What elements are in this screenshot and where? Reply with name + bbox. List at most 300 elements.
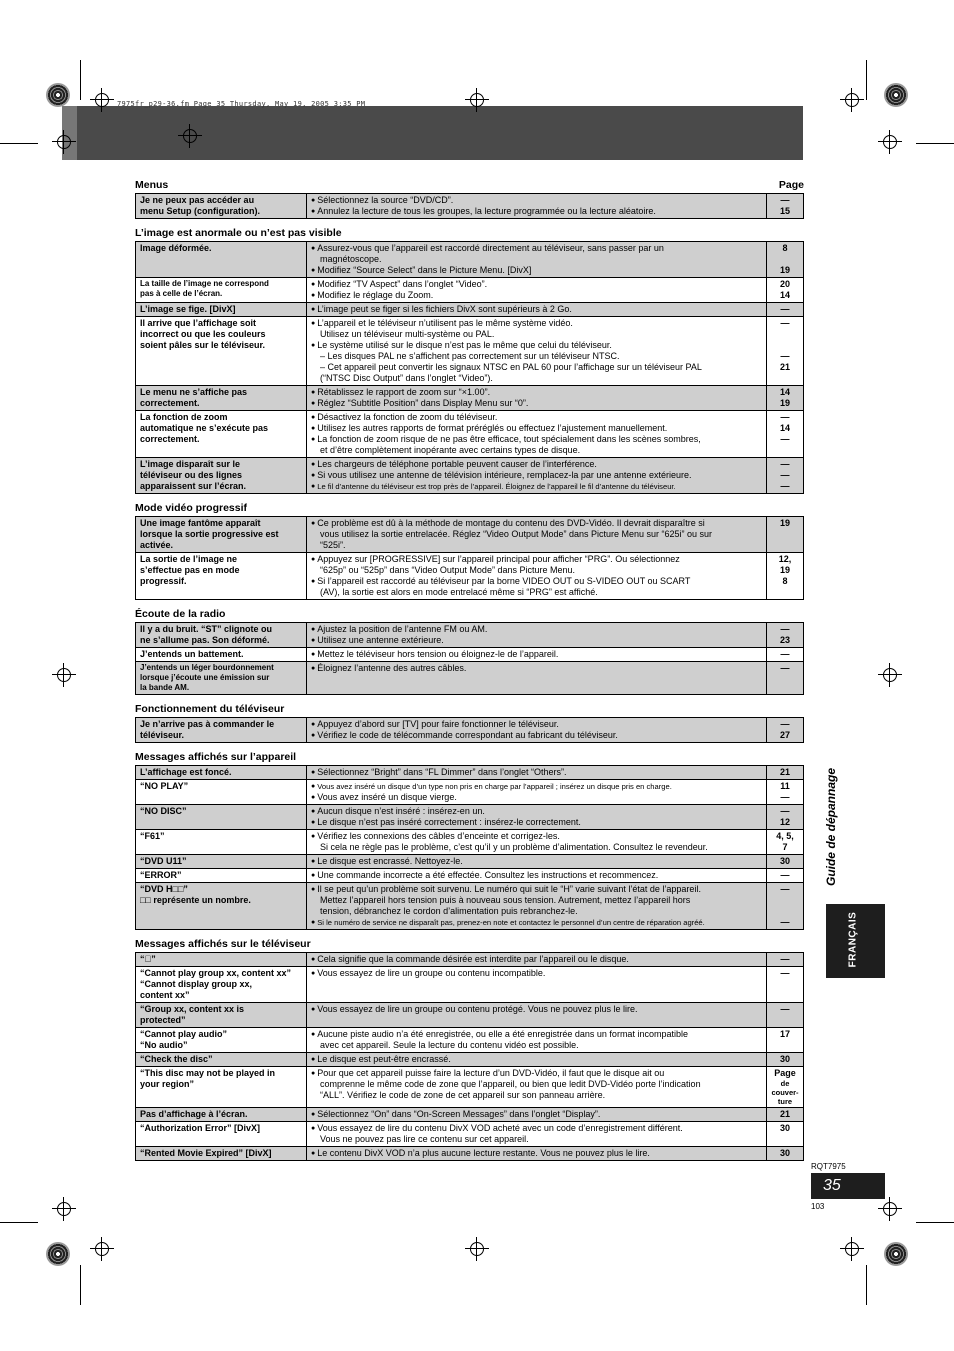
problem-text: La taille de l’image ne correspond <box>140 279 269 288</box>
page-ref: 11 <box>780 781 790 791</box>
table-row <box>136 648 804 662</box>
solution-cell <box>307 553 767 600</box>
solution-cell <box>307 1147 767 1161</box>
solution-text: ● Pour que cet appareil puisse faire la lecture d’un DVD-Vidéo, il faut que le disque ait ou <box>311 1068 762 1079</box>
page-ref <box>771 895 799 906</box>
crosshair-icon <box>465 88 489 112</box>
solution-text: ● Si le numéro de service ne disparaît pas, prenez-en note et contactez le personnel d’un centre de réparation agréé. <box>311 917 762 928</box>
trim-line <box>0 143 38 144</box>
page-ref-cell <box>767 1147 804 1161</box>
section-title-text: L’image est anormale ou n’est pas visible <box>135 227 342 239</box>
trim-line <box>916 143 954 144</box>
solution-text: ● Le disque est encrassé. Nettoyez-le. <box>311 856 762 867</box>
page-ref: 15 <box>779 206 790 216</box>
problem-cell <box>136 278 307 303</box>
problem-text: pas à celle de l’écran. <box>140 289 223 298</box>
solution-text: ● Modifiez “TV Aspect” dans l’onglet “Video”. <box>311 279 762 290</box>
side-section-label: Guide de dépannage <box>824 767 838 887</box>
solution-text: magnétoscope. <box>320 254 382 264</box>
page-ref-cell <box>767 1108 804 1122</box>
problem-text: s’effectue pas en mode <box>140 565 240 575</box>
solution-cell <box>307 830 767 855</box>
solution-text: ● Il se peut qu’un problème soit survenu. Le numéro qui suit le “H” varie suivant l’état de l’appareil. <box>311 884 762 895</box>
solution-text: ● Sélectionnez “Bright” dans “FL Dimmer” dans l’onglet “Others”. <box>311 767 762 778</box>
problem-text: L’image se fige. [DivX] <box>140 304 236 314</box>
problem-text: “Cannot play audio” <box>140 1029 228 1039</box>
problem-text: la bande AM. <box>140 683 190 692</box>
solution-text: ● Vous essayez de lire un groupe ou contenu incompatible. <box>311 968 762 979</box>
problem-text: téléviseur. <box>140 730 185 740</box>
page-ref: — <box>780 719 790 729</box>
solution-cell <box>307 780 767 805</box>
page-ref-cell <box>767 1053 804 1067</box>
table-row <box>136 1108 804 1122</box>
page-ref: 27 <box>779 730 790 740</box>
page-ref-cell <box>767 855 804 869</box>
problem-text: Je ne peux pas accéder au <box>140 195 255 205</box>
trim-line <box>80 1265 81 1305</box>
page-ref: — <box>780 351 790 361</box>
problem-text: J’entends un battement. <box>140 649 244 659</box>
page-ref-cell <box>767 458 804 494</box>
section-title <box>135 175 804 193</box>
solution-text: ● Une commande incorrecte a été effectée. Consultez les instructions et recommencez. <box>311 870 762 881</box>
crosshair-icon <box>52 663 76 687</box>
problem-cell <box>136 458 307 494</box>
solution-text: ● Modifiez le réglage du Zoom. <box>311 290 762 301</box>
table-row <box>136 855 804 869</box>
problem-text: La fonction de zoom <box>140 412 228 422</box>
trim-line <box>866 1265 867 1305</box>
solution-text: ● Modifiez “Source Select” dans le Picture Menu. [DivX] <box>311 265 762 276</box>
troubleshooting-table <box>135 516 804 600</box>
solution-text: ● Appuyez sur [PROGRESSIVE] sur l’appareil principal pour afficher “PRG”. Ou sélectionnez <box>311 554 762 565</box>
solution-cell <box>307 1122 767 1147</box>
problem-text: lorsque j’écoute une émission sur <box>140 673 270 682</box>
solution-text: ● Réglez “Subtitle Position” dans Display Menu sur “0”. <box>311 398 762 409</box>
page-ref <box>771 906 799 917</box>
crosshair-icon <box>90 1237 114 1261</box>
problem-text: Il y a du bruit. “ST” clignote ou <box>140 624 273 634</box>
solution-text: ● Sélectionnez la source “DVD/CD”. <box>311 195 762 206</box>
table-row <box>136 553 804 600</box>
problem-text: content xx” <box>140 990 190 1000</box>
crosshair-icon <box>878 1197 902 1221</box>
solution-cell <box>307 458 767 494</box>
page-number: 35 <box>823 1177 841 1194</box>
problem-text: Image déformée. <box>140 243 212 253</box>
page-ref-cell <box>767 242 804 278</box>
problem-text: “Authorization Error” [DivX] <box>140 1123 261 1133</box>
problem-text: protected” <box>140 1015 186 1025</box>
problem-cell <box>136 1122 307 1147</box>
solution-cell <box>307 648 767 662</box>
page-ref-cell <box>767 303 804 317</box>
solution-cell <box>307 317 767 386</box>
problem-cell <box>136 242 307 278</box>
problem-text: Pas d’affichage à l’écran. <box>140 1109 248 1119</box>
page-ref: 30 <box>779 1123 790 1133</box>
page-number-box <box>811 1173 885 1199</box>
page-ref-cell <box>767 411 804 458</box>
troubleshooting-table <box>135 193 804 219</box>
solution-text: et d’être complètement inopérante avec certains types de disque. <box>320 445 581 455</box>
solution-text: ● Assurez-vous que l’appareil est raccordé directement au téléviseur, sans passer par un <box>311 243 762 254</box>
page-ref-cell <box>767 662 804 695</box>
solution-text: ● Vous avez inséré un disque vierge. <box>311 792 762 803</box>
problem-text: Il arrive que l’affichage soit <box>140 318 257 328</box>
page-ref-cell <box>767 953 804 967</box>
problem-text: J’entends un léger bourdonnement <box>140 663 274 672</box>
solution-text: – Les disques PAL ne s’affichent pas correctement sur un téléviseur NTSC. <box>320 351 620 361</box>
page-ref: ture <box>777 1097 793 1106</box>
problem-cell <box>136 648 307 662</box>
solution-text: ● Le disque n’est pas inséré correctement : insérez-le correctement. <box>311 817 762 828</box>
solution-text: avec cet appareil. Seule la lecture du contenu vidéo est possible. <box>320 1040 579 1050</box>
solution-text: ● Le fil d’antenne du téléviseur est trop près de l’appareil. Éloignez de l’appareil le fil d’antenne du téléviseur. <box>311 481 762 492</box>
page-ref-cell <box>767 1122 804 1147</box>
page-ref: 30 <box>779 856 790 866</box>
page-ref: 19 <box>779 518 790 528</box>
problem-text: “NO PLAY” <box>140 781 189 791</box>
problem-cell <box>136 411 307 458</box>
page-ref-cell <box>767 805 804 830</box>
solution-text: “ALL”. Vérifiez le code de zone de cet appareil sur son panneau arrière. <box>320 1090 606 1100</box>
section-title <box>135 498 804 516</box>
solution-cell <box>307 1067 767 1108</box>
problem-text: □□ représente un nombre. <box>140 895 251 905</box>
page-ref: — <box>780 870 790 880</box>
page-ref-cell <box>767 194 804 219</box>
solution-cell <box>307 869 767 883</box>
solution-cell <box>307 1028 767 1053</box>
page-ref: 21 <box>779 362 790 372</box>
solution-text: ● Vérifiez les connexions des câbles d’enceinte et corrigez-les. <box>311 831 762 842</box>
page-ref-cell <box>767 553 804 600</box>
troubleshooting-content <box>135 175 804 1165</box>
problem-cell <box>136 1147 307 1161</box>
problem-cell <box>136 855 307 869</box>
problem-text: Je n’arrive pas à commander le <box>140 719 275 729</box>
table-row <box>136 458 804 494</box>
section-title-text: Messages affichés sur le téléviseur <box>135 938 311 950</box>
solution-cell <box>307 386 767 411</box>
problem-text: “DVD U11” <box>140 856 187 866</box>
page-ref: — <box>780 624 790 634</box>
problem-cell <box>136 1067 307 1108</box>
solution-text: Utilisez un téléviseur multi-système ou PAL. <box>320 329 495 339</box>
page-ref: 17 <box>779 1029 790 1039</box>
problem-text: automatique ne s’exécute pas <box>140 423 269 433</box>
problem-text: “No audio” <box>140 1040 188 1050</box>
page-ref: — <box>780 792 790 802</box>
problem-text: “Group xx, content xx is <box>140 1004 245 1014</box>
page-ref-cell <box>767 967 804 1003</box>
solution-cell <box>307 855 767 869</box>
page-ref: 19 <box>779 565 790 575</box>
page-ref: — <box>780 663 790 673</box>
solution-text: ● Aucune piste audio n’a été enregistrée, ou elle a été enregistrée dans un format incompatible <box>311 1029 762 1040</box>
table-row <box>136 869 804 883</box>
solution-text: ● Vérifiez le code de télécommande correspondant au fabricant du téléviseur. <box>311 730 762 741</box>
solution-text: ● Les chargeurs de téléphone portable peuvent causer de l’interférence. <box>311 459 762 470</box>
problem-text: Le menu ne s’affiche pas <box>140 387 248 397</box>
solution-text: ● Cela signifie que la commande désirée est interdite par l’appareil ou le disque. <box>311 954 762 965</box>
page-ref: 19 <box>779 398 790 408</box>
page-ref-cell <box>767 517 804 553</box>
table-row <box>136 317 804 386</box>
solution-cell <box>307 517 767 553</box>
section-title <box>135 747 804 765</box>
problem-text: “ERROR” <box>140 870 182 880</box>
solution-text: Vous ne pouvez pas lire ce contenu sur cet appareil. <box>320 1134 529 1144</box>
problem-text: ne s’allume pas. Son déformé. <box>140 635 270 645</box>
section-title <box>135 223 804 241</box>
solution-text: ● Le contenu DivX VOD n’a plus aucune lecture restante. Vous ne pouvez plus le lire. <box>311 1148 762 1159</box>
page-ref: Page <box>774 1068 796 1078</box>
section-title <box>135 604 804 622</box>
problem-cell <box>136 317 307 386</box>
problem-cell <box>136 386 307 411</box>
page-ref-cell <box>767 883 804 930</box>
solution-text: ● Éloignez l’antenne des autres câbles. <box>311 663 762 674</box>
file-info: 7975fr_p29-36.fm Page 35 Thursday, May 19, 2005 3:35 PM <box>117 100 366 108</box>
page-ref: — <box>780 481 790 491</box>
solution-text: ● Désactivez la fonction de zoom du téléviseur. <box>311 412 762 423</box>
page-ref <box>771 340 799 351</box>
page-ref: 8 <box>782 576 788 586</box>
page-ref: — <box>780 968 790 978</box>
page-ref <box>771 254 799 265</box>
table-row <box>136 1122 804 1147</box>
solution-cell <box>307 242 767 278</box>
page-ref: — <box>780 649 790 659</box>
page-ref-cell <box>767 623 804 648</box>
crosshair-icon <box>465 1237 489 1261</box>
page-ref: 21 <box>779 1109 790 1119</box>
page-ref: — <box>780 470 790 480</box>
page-ref: 7 <box>782 842 788 852</box>
solution-text: ● Annulez la lecture de tous les groupes, la lecture programmée ou la lecture aléatoire. <box>311 206 762 217</box>
table-row <box>136 718 804 743</box>
table-row <box>136 780 804 805</box>
page-ref: 8 <box>782 243 788 253</box>
solution-cell <box>307 1108 767 1122</box>
solution-cell <box>307 967 767 1003</box>
table-row <box>136 411 804 458</box>
table-row <box>136 1053 804 1067</box>
solution-cell <box>307 278 767 303</box>
page-ref: — <box>780 884 790 894</box>
section-title-text: Mode vidéo progressif <box>135 502 248 514</box>
registration-disc-icon <box>46 83 70 107</box>
page-ref-cell <box>767 780 804 805</box>
page-ref-cell <box>767 648 804 662</box>
problem-text: progressif. <box>140 576 187 586</box>
problem-text: menu Setup (configuration). <box>140 206 260 216</box>
solution-cell <box>307 805 767 830</box>
table-row <box>136 662 804 695</box>
table-row <box>136 830 804 855</box>
solution-cell <box>307 194 767 219</box>
table-row <box>136 883 804 930</box>
problem-text: correctement. <box>140 398 200 408</box>
solution-cell <box>307 883 767 930</box>
solution-text: ● Utilisez les autres rapports de format préréglés ou effectuez l’ajustement manuellement. <box>311 423 762 434</box>
problem-text: “This disc may not be played in <box>140 1068 276 1078</box>
solution-text: ● Ajustez la position de l’antenne FM ou AM. <box>311 624 762 635</box>
problem-cell <box>136 1003 307 1028</box>
page-ref: 30 <box>779 1054 790 1064</box>
section-title <box>135 934 804 952</box>
section-title-text: Menus <box>135 179 169 191</box>
registration-disc-icon <box>884 1242 908 1266</box>
page-ref-cell <box>767 1067 804 1108</box>
page-ref: — <box>780 459 790 469</box>
page-ref: 4, 5, <box>776 831 794 841</box>
solution-text: ● Appuyez d’abord sur [TV] pour faire fonctionner le téléviseur. <box>311 719 762 730</box>
trim-line <box>916 1222 954 1223</box>
problem-cell <box>136 1053 307 1067</box>
problem-cell <box>136 766 307 780</box>
page-ref-cell <box>767 278 804 303</box>
page-ref-cell <box>767 1028 804 1053</box>
troubleshooting-table <box>135 622 804 695</box>
table-row <box>136 278 804 303</box>
table-row <box>136 194 804 219</box>
solution-text: ● Utilisez une antenne extérieure. <box>311 635 762 646</box>
language-tab: FRANÇAIS <box>826 904 885 978</box>
page-ref: 19 <box>779 265 790 275</box>
solution-text: ● Ce problème est dû à la méthode de montage du contenu des DVD-Vidéo. Il devrait disparaître si <box>311 518 762 529</box>
page-ref: — <box>780 434 790 444</box>
problem-cell <box>136 1108 307 1122</box>
page-ref: 14 <box>779 290 790 300</box>
problem-cell <box>136 553 307 600</box>
problem-cell <box>136 623 307 648</box>
problem-cell <box>136 303 307 317</box>
section-title <box>135 699 804 717</box>
table-row <box>136 953 804 967</box>
crosshair-icon <box>840 88 864 112</box>
troubleshooting-table <box>135 241 804 494</box>
problem-cell <box>136 718 307 743</box>
problem-text: “Check the disc” <box>140 1054 213 1064</box>
trim-line <box>80 60 81 100</box>
table-row <box>136 805 804 830</box>
page-ref: 12, <box>778 554 792 564</box>
solution-text: ● Vous essayez de lire du contenu DivX VOD acheté avec un code d’enregistrement différent. <box>311 1123 762 1134</box>
solution-cell <box>307 1053 767 1067</box>
page-ref: 30 <box>779 1148 790 1158</box>
page-ref: 20 <box>779 279 790 289</box>
page-ref: 14 <box>779 387 790 397</box>
problem-cell <box>136 869 307 883</box>
problem-text: lorsque la sortie progressive est <box>140 529 279 539</box>
solution-text: ● L’image peut se figer si les fichiers DivX sont supérieurs à 2 Go. <box>311 304 762 315</box>
registration-disc-icon <box>884 83 908 107</box>
solution-cell <box>307 953 767 967</box>
crosshair-icon <box>178 124 202 148</box>
registration-disc-icon <box>46 1242 70 1266</box>
problem-cell <box>136 883 307 930</box>
solution-cell <box>307 662 767 695</box>
problem-cell <box>136 780 307 805</box>
problem-text: soient pâles sur le téléviseur. <box>140 340 266 350</box>
page-ref: — <box>780 1004 790 1014</box>
page-ref: de <box>780 1079 790 1088</box>
header-bar <box>62 106 803 160</box>
problem-cell <box>136 517 307 553</box>
solution-text: ● La fonction de zoom risque de ne pas être efficace, tout spécialement dans les scènes sombres, <box>311 434 762 445</box>
solution-cell <box>307 718 767 743</box>
troubleshooting-table <box>135 952 804 1161</box>
solution-text: “625p” ou “525p” dans “Video Output Mode” dans Picture Menu. <box>320 565 575 575</box>
solution-text: ● Rétablissez le rapport de zoom sur “×1.00”. <box>311 387 762 398</box>
solution-text: comprenne le même code de zone que l’appareil, ou bien que ledit DVD-Vidéo porte l’indication <box>320 1079 701 1089</box>
problem-text: L’image disparaît sur le <box>140 459 241 469</box>
problem-text: téléviseur ou des lignes <box>140 470 243 480</box>
solution-text: – Cet appareil peut convertir les signaux NTSC en PAL 60 pour l’affichage sur un téléviseur PAL <box>320 362 702 372</box>
solution-text: tension, débranchez le cordon d’alimentation puis rebranchez-le. <box>320 906 578 916</box>
section-title-text: Écoute de la radio <box>135 608 226 620</box>
solution-text: (AV), la sortie est alors en mode entrelacé même si “PRG” est affiché. <box>320 587 598 597</box>
table-row <box>136 967 804 1003</box>
table-row <box>136 303 804 317</box>
crosshair-icon <box>52 1197 76 1221</box>
table-row <box>136 1067 804 1108</box>
table-row <box>136 766 804 780</box>
page-ref: 21 <box>779 767 790 777</box>
problem-text: “Cannot display group xx, <box>140 979 253 989</box>
solution-text: ● L’appareil et le téléviseur n’utilisent pas le même système vidéo. <box>311 318 762 329</box>
problem-text: activée. <box>140 540 174 550</box>
solution-text: (“NTSC Disc Output” dans l’onglet “Video”). <box>320 373 493 383</box>
problem-text: L’affichage est foncé. <box>140 767 232 777</box>
solution-text: Mettez l’appareil hors tension puis à nouveau sous tension. Autrement, mettez l’appareil hors <box>320 895 691 905</box>
solution-cell <box>307 1003 767 1028</box>
crosshair-icon <box>840 1237 864 1261</box>
table-row <box>136 242 804 278</box>
page-column-label: Page <box>778 179 804 191</box>
problem-cell <box>136 194 307 219</box>
page-ref: — <box>780 318 790 328</box>
troubleshooting-table <box>135 765 804 930</box>
solution-text: “525i”. <box>320 540 346 550</box>
problem-text: Une image fantôme apparaît <box>140 518 261 528</box>
solution-text: ● Mettez le téléviseur hors tension ou éloignez-le de l’appareil. <box>311 649 762 660</box>
crosshair-icon <box>90 88 114 112</box>
table-row <box>136 623 804 648</box>
problem-text: “Cannot play group xx, content xx” <box>140 968 292 978</box>
problem-text: incorrect ou que les couleurs <box>140 329 266 339</box>
trim-line <box>0 1222 38 1223</box>
page-ref: — <box>780 304 790 314</box>
solution-text: ● Vous essayez de lire un groupe ou contenu protégé. Vous ne pouvez plus le lire. <box>311 1004 762 1015</box>
solution-text: ● Si l’appareil est raccordé au téléviseur par la borne VIDEO OUT ou S-VIDEO OUT ou SCART <box>311 576 762 587</box>
page-ref: — <box>780 917 790 927</box>
problem-text: “NO DISC” <box>140 806 187 816</box>
page-ref: — <box>780 412 790 422</box>
crosshair-icon <box>878 663 902 687</box>
problem-cell <box>136 830 307 855</box>
solution-cell <box>307 303 767 317</box>
crosshair-icon <box>878 130 902 154</box>
page-ref: — <box>780 195 790 205</box>
problem-text: La sortie de l’image ne <box>140 554 238 564</box>
table-row <box>136 386 804 411</box>
small-page-number: 103 <box>811 1202 825 1211</box>
